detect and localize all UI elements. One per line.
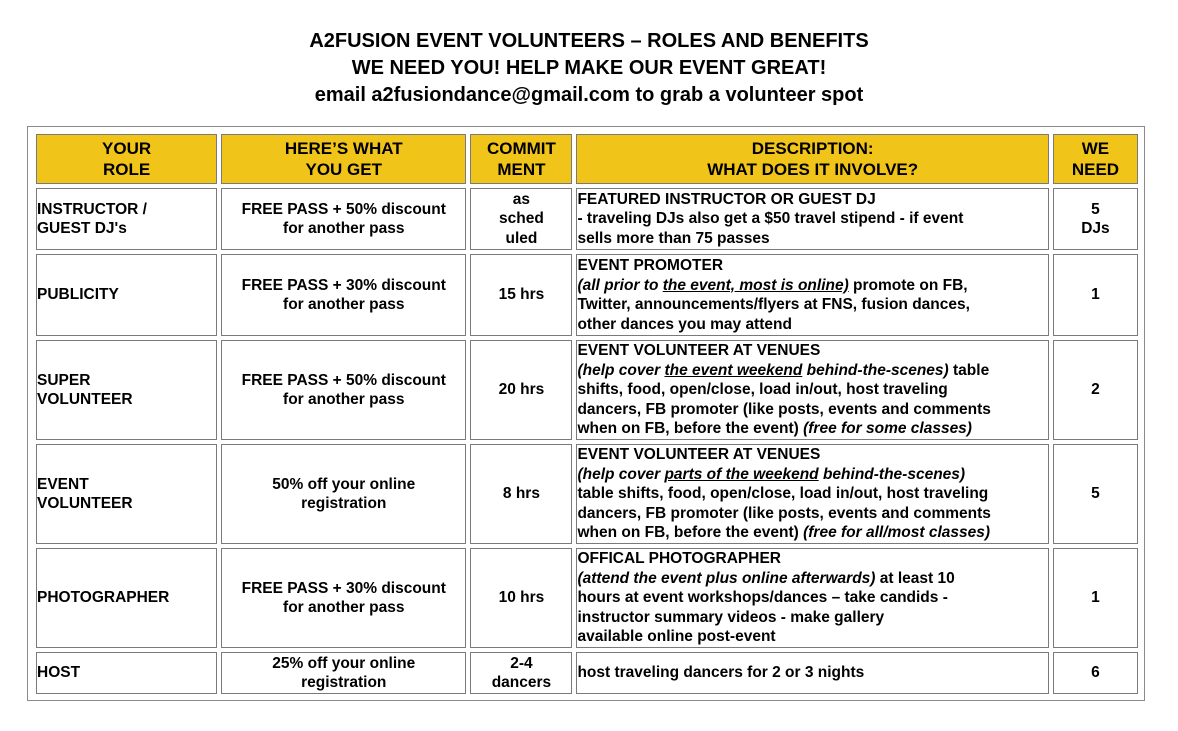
header-role: YOUR ROLE <box>36 134 217 184</box>
table-row <box>36 188 1138 250</box>
need-cell: 1 <box>1053 548 1138 648</box>
need-cell: 5 <box>1053 444 1138 544</box>
document-header <box>0 28 1178 109</box>
benefit-cell: 50% off your online registration <box>221 444 466 544</box>
role-cell: PHOTOGRAPHER <box>36 548 217 648</box>
benefit-cell: FREE PASS + 50% discount for another pass <box>221 340 466 440</box>
roles-table <box>32 130 1142 698</box>
table-row <box>36 652 1138 694</box>
need-cell: 1 <box>1053 254 1138 336</box>
need-cell: 2 <box>1053 340 1138 440</box>
description-cell: host traveling dancers for 2 or 3 nights <box>576 652 1048 694</box>
table-row <box>36 340 1138 440</box>
table-header-row <box>36 134 1138 184</box>
description-cell: FEATURED INSTRUCTOR OR GUEST DJ - traveling DJs also get a $50 travel stipend - if event sells more than 75 passes <box>576 188 1048 250</box>
need-cell: 6 <box>1053 652 1138 694</box>
benefit-cell: FREE PASS + 50% discount for another pass <box>221 188 466 250</box>
header-benefit: HERE’S WHAT YOU GET <box>221 134 466 184</box>
role-cell: HOST <box>36 652 217 694</box>
table-row <box>36 254 1138 336</box>
benefit-cell: FREE PASS + 30% discount for another pass <box>221 254 466 336</box>
benefit-cell: FREE PASS + 30% discount for another pass <box>221 548 466 648</box>
commitment-cell: 20 hrs <box>470 340 572 440</box>
document-title: A2FUSION EVENT VOLUNTEERS – ROLES AND BENEFITS <box>309 30 869 52</box>
header-commitment: COMMIT MENT <box>470 134 572 184</box>
header-need: WE NEED <box>1053 134 1138 184</box>
role-cell: SUPER VOLUNTEER <box>36 340 217 440</box>
commitment-cell: 2-4 dancers <box>470 652 572 694</box>
role-cell: INSTRUCTOR / GUEST DJ's <box>36 188 217 250</box>
benefit-cell: 25% off your online registration <box>221 652 466 694</box>
description-cell: EVENT VOLUNTEER AT VENUES (help cover parts of the weekend behind-the-scenes) table shifts, food, open/close, load in/out, host traveling dancers, FB promoter (like posts, events and comments when on FB, before the event) (free for all/most classes) <box>576 444 1048 544</box>
commitment-cell: 15 hrs <box>470 254 572 336</box>
document-subtitle: WE NEED YOU! HELP MAKE OUR EVENT GREAT! <box>351 57 827 79</box>
role-cell: PUBLICITY <box>36 254 217 336</box>
commitment-cell: as sched uled <box>470 188 572 250</box>
need-cell: 5 DJs <box>1053 188 1138 250</box>
roles-table-frame <box>27 126 1145 701</box>
description-cell: EVENT PROMOTER (all prior to the event, most is online) promote on FB, Twitter, announcements/flyers at FNS, fusion dances, other dances you may attend <box>576 254 1048 336</box>
description-cell: EVENT VOLUNTEER AT VENUES (help cover the event weekend behind-the-scenes) table shifts, food, open/close, load in/out, host traveling dancers, FB promoter (like posts, events and comments when on FB, before the event) (free for some classes) <box>576 340 1048 440</box>
table-row <box>36 548 1138 648</box>
commitment-cell: 8 hrs <box>470 444 572 544</box>
description-cell: OFFICAL PHOTOGRAPHER (attend the event plus online afterwards) at least 10 hours at event workshops/dances – take candids - instructor summary videos - make gallery available online post-event <box>576 548 1048 648</box>
header-description: DESCRIPTION: WHAT DOES IT INVOLVE? <box>576 134 1048 184</box>
contact-line: email a2fusiondance@gmail.com to grab a volunteer spot <box>314 84 864 106</box>
table-row <box>36 444 1138 544</box>
role-cell: EVENT VOLUNTEER <box>36 444 217 544</box>
commitment-cell: 10 hrs <box>470 548 572 648</box>
